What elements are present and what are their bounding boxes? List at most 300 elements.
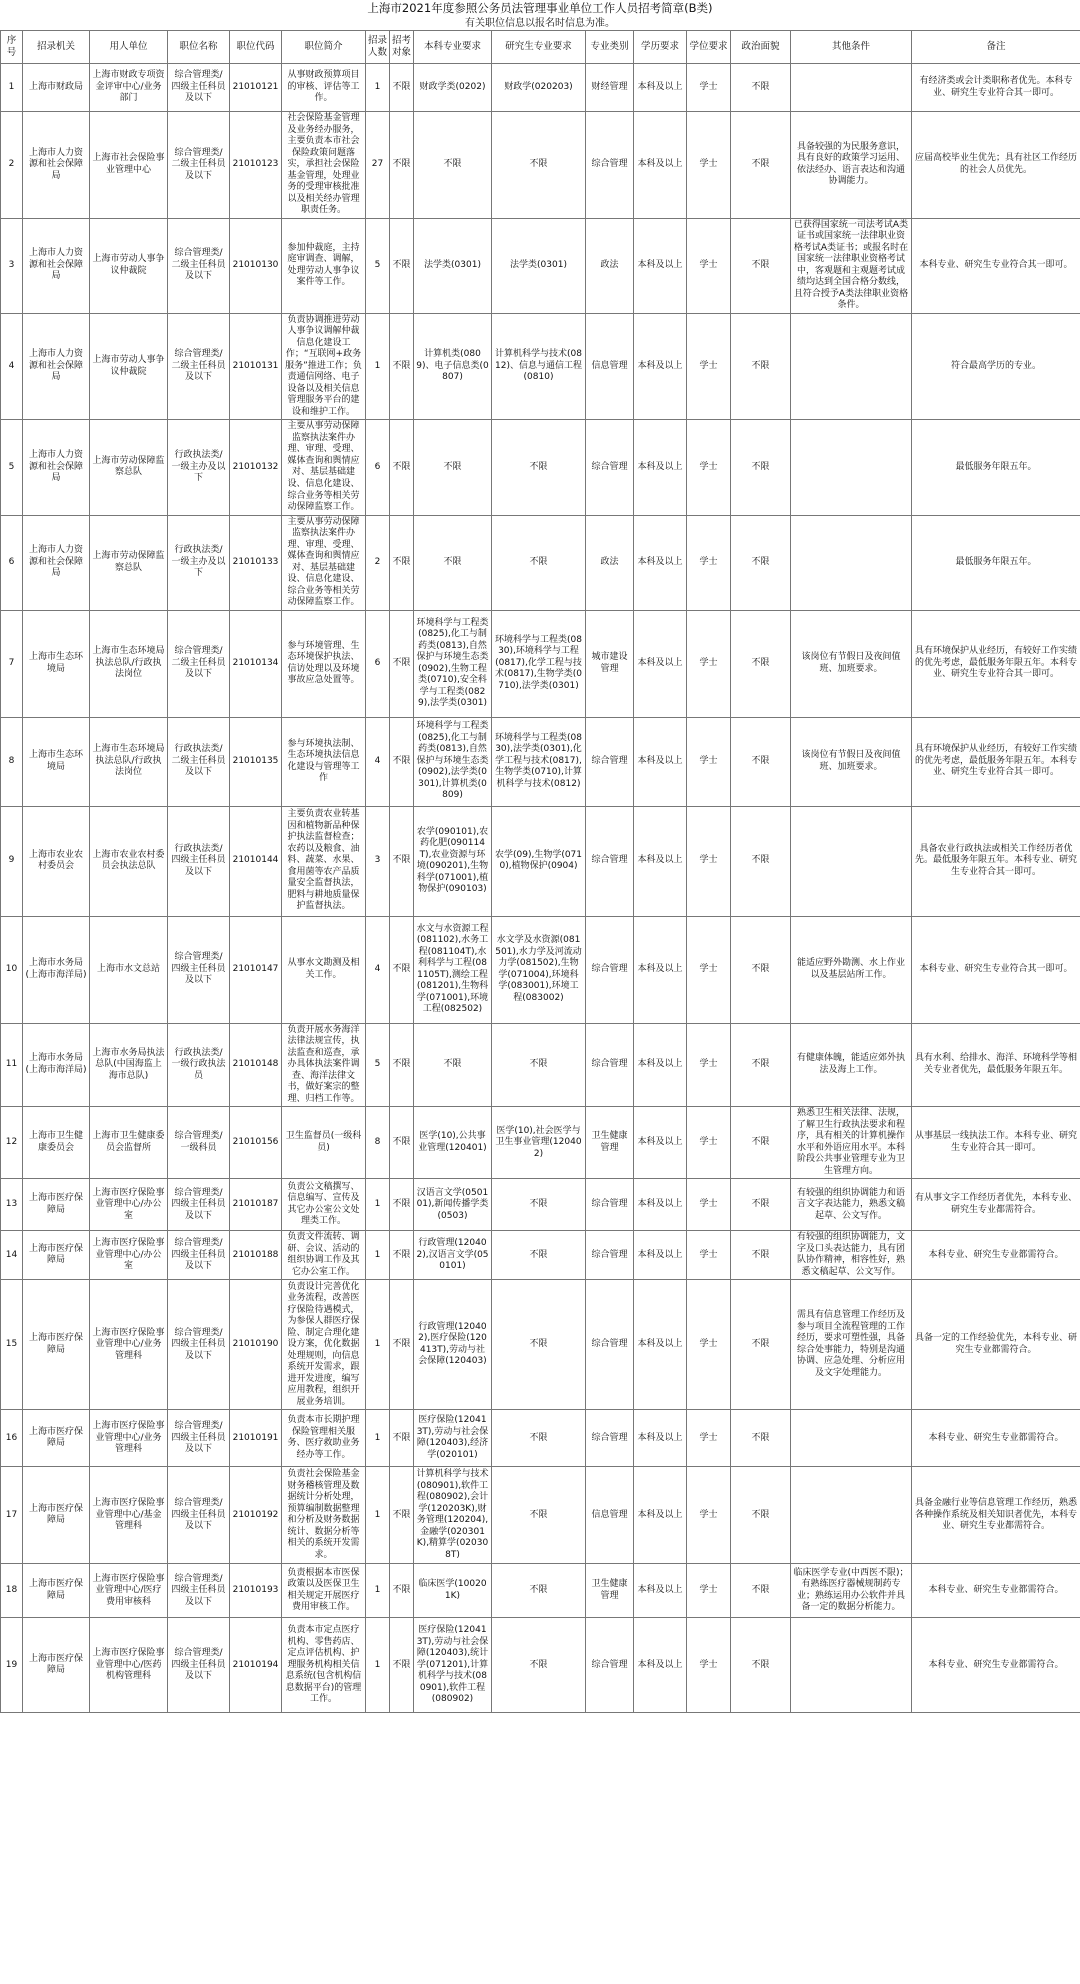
cell-employer: 上海市劳动人事争议仲裁院: [90, 218, 168, 313]
cell-position-code: 21010192: [230, 1467, 282, 1564]
cell-position-code: 21010130: [230, 218, 282, 313]
cell-position-code: 21010187: [230, 1179, 282, 1231]
cell-major-category: 财经管理: [586, 64, 634, 112]
cell-position-name: 行政执法类/二级主任科员及以下: [168, 717, 230, 806]
cell-undergrad-major: 医学(10),公共事业管理(120401): [414, 1107, 492, 1179]
cell-agency: 上海市医疗保障局: [23, 1231, 90, 1280]
cell-major-category: 信息管理: [586, 1467, 634, 1564]
cell-political-status: 不限: [731, 916, 791, 1023]
cell-other-conditions: [791, 1410, 912, 1467]
cell-remarks: 应届高校毕业生优先；具有社区工作经历的社会人员优先。: [912, 112, 1080, 219]
cell-headcount: 3: [366, 806, 390, 916]
cell-major-category: 综合管理: [586, 1023, 634, 1107]
cell-undergrad-major: 临床医学(100201K): [414, 1564, 492, 1618]
cell-agency: 上海市人力资源和社会保障局: [23, 420, 90, 515]
cell-remarks: 具备一定的工作经验优先，本科专业、研究生专业都需符合。: [912, 1280, 1080, 1410]
cell-headcount: 1: [366, 1280, 390, 1410]
cell-education: 本科及以上: [634, 806, 687, 916]
cell-employer: 上海市医疗保险事业管理中心/医疗费用审核科: [90, 1564, 168, 1618]
cell-employer: 上海市水文总站: [90, 916, 168, 1023]
cell-undergrad-major: 不限: [414, 112, 492, 219]
cell-undergrad-major: 财政学类(0202): [414, 64, 492, 112]
cell-agency: 上海市生态环境局: [23, 610, 90, 717]
cell-position-name: 综合管理类/四级主任科员及以下: [168, 1467, 230, 1564]
cell-education: 本科及以上: [634, 1280, 687, 1410]
cell-other-conditions: 该岗位有节假日及夜间值班、加班要求。: [791, 610, 912, 717]
cell-target: 不限: [390, 806, 414, 916]
cell-other-conditions: [791, 420, 912, 515]
cell-political-status: 不限: [731, 218, 791, 313]
cell-degree: 学士: [687, 1023, 731, 1107]
cell-remarks: 本科专业、研究生专业都需符合。: [912, 1410, 1080, 1467]
col-header-employer: 用人单位: [90, 31, 168, 64]
cell-undergrad-major: 农学(090101),农药化肥(090114T),农业资源与环境(090201),生物科学(071001),植物保护(090103): [414, 806, 492, 916]
cell-position-code: 21010133: [230, 515, 282, 610]
cell-grad-major: 环境科学与工程类(0830),法学类(0301),化学工程与技术(0817),生物学类(0710),计算机科学与技术(0812): [492, 717, 586, 806]
cell-remarks: 具备金融行业等信息管理工作经历，熟悉各种操作系统及相关知识者优先，本科专业、研究生专业都需符合。: [912, 1467, 1080, 1564]
cell-position-name: 综合管理类/四级主任科员及以下: [168, 1564, 230, 1618]
cell-position-code: 21010131: [230, 313, 282, 420]
cell-position-name: 综合管理类/二级主任科员及以下: [168, 218, 230, 313]
cell-index: 4: [1, 313, 23, 420]
cell-education: 本科及以上: [634, 1231, 687, 1280]
cell-remarks: 有从事文字工作经历者优先，本科专业、研究生专业都需符合。: [912, 1179, 1080, 1231]
cell-undergrad-major: 环境科学与工程类(0825),化工与制药类(0813),自然保护与环境生态类(0902),法学类(0301),计算机类(0809): [414, 717, 492, 806]
cell-degree: 学士: [687, 1231, 731, 1280]
cell-remarks: 最低服务年限五年。: [912, 515, 1080, 610]
table-row: [1, 313, 1080, 420]
cell-agency: 上海市生态环境局: [23, 717, 90, 806]
cell-position-desc: 负责根据本市医保政策以及医保卫生相关规定开展医疗费用审核工作。: [282, 1564, 366, 1618]
cell-degree: 学士: [687, 64, 731, 112]
cell-employer: 上海市医疗保险事业管理中心/业务管理科: [90, 1280, 168, 1410]
col-header-target: 招考对象: [390, 31, 414, 64]
cell-position-desc: 主要从事劳动保障监察执法案件办理、审理、受理、媒体查询和舆情应对、基层基础建设、信息化建设、综合业务等相关劳动保障监察工作。: [282, 420, 366, 515]
cell-position-desc: 负责文件流转、调研、会议、活动的组织协调工作及其它办公室工作。: [282, 1231, 366, 1280]
cell-headcount: 2: [366, 515, 390, 610]
cell-employer: 上海市医疗保险事业管理中心/办公室: [90, 1179, 168, 1231]
cell-education: 本科及以上: [634, 420, 687, 515]
cell-target: 不限: [390, 1231, 414, 1280]
cell-undergrad-major: 不限: [414, 1023, 492, 1107]
cell-major-category: 综合管理: [586, 1179, 634, 1231]
cell-grad-major: 不限: [492, 1410, 586, 1467]
col-header-education: 学历要求: [634, 31, 687, 64]
cell-grad-major: 不限: [492, 112, 586, 219]
cell-index: 19: [1, 1618, 23, 1713]
cell-headcount: 1: [366, 1410, 390, 1467]
cell-target: 不限: [390, 218, 414, 313]
cell-major-category: 综合管理: [586, 1280, 634, 1410]
cell-index: 14: [1, 1231, 23, 1280]
cell-grad-major: 不限: [492, 1467, 586, 1564]
cell-index: 12: [1, 1107, 23, 1179]
cell-target: 不限: [390, 1618, 414, 1713]
cell-major-category: 综合管理: [586, 1231, 634, 1280]
cell-position-desc: 负责社会保险基金财务稽核管理及数据统计分析处理，预算编制数据整理和分析及财务数据统计、数据分析等相关的系统开发需求。: [282, 1467, 366, 1564]
cell-remarks: 本科专业、研究生专业符合其一即可。: [912, 916, 1080, 1023]
cell-target: 不限: [390, 1410, 414, 1467]
cell-headcount: 6: [366, 420, 390, 515]
cell-position-desc: 参加仲裁庭，主持庭审调查、调解，处理劳动人事争议案件等工作。: [282, 218, 366, 313]
cell-index: 9: [1, 806, 23, 916]
cell-target: 不限: [390, 1179, 414, 1231]
cell-undergrad-major: 水文与水资源工程(081102),水务工程(081104T),水利科学与工程(081105T),测绘工程(081201),生物科学(071001),环境工程(082502): [414, 916, 492, 1023]
cell-target: 不限: [390, 313, 414, 420]
cell-other-conditions: 有较强的组织协调能力，文字及口头表达能力，具有团队协作精神，相容性好，熟悉文稿起草、公文写作。: [791, 1231, 912, 1280]
cell-other-conditions: [791, 1618, 912, 1713]
cell-agency: 上海市人力资源和社会保障局: [23, 313, 90, 420]
col-header-position-name: 职位名称: [168, 31, 230, 64]
cell-grad-major: 医学(10),社会医学与卫生事业管理(120402): [492, 1107, 586, 1179]
cell-political-status: 不限: [731, 420, 791, 515]
cell-position-desc: 参与环境管理、生态环境保护执法、信访处理以及环境事故应急处置等。: [282, 610, 366, 717]
cell-grad-major: 不限: [492, 515, 586, 610]
table-row: [1, 218, 1080, 313]
cell-agency: 上海市医疗保障局: [23, 1179, 90, 1231]
cell-target: 不限: [390, 1467, 414, 1564]
cell-position-code: 21010148: [230, 1023, 282, 1107]
cell-agency: 上海市人力资源和社会保障局: [23, 515, 90, 610]
cell-degree: 学士: [687, 1280, 731, 1410]
cell-headcount: 1: [366, 313, 390, 420]
cell-headcount: 27: [366, 112, 390, 219]
table-row: [1, 1231, 1080, 1280]
cell-education: 本科及以上: [634, 218, 687, 313]
cell-employer: 上海市劳动保障监察总队: [90, 515, 168, 610]
cell-position-desc: 负责协调推进劳动人事争议调解仲裁信息化建设工作；“互联网+政务服务”推进工作；负责通信网络、电子设备以及相关信息管理服务平台的建设和维护工作。: [282, 313, 366, 420]
cell-position-name: 综合管理类/二级主任科员及以下: [168, 112, 230, 219]
cell-political-status: 不限: [731, 717, 791, 806]
cell-headcount: 1: [366, 1618, 390, 1713]
cell-agency: 上海市医疗保障局: [23, 1410, 90, 1467]
cell-headcount: 1: [366, 1467, 390, 1564]
cell-grad-major: 环境科学与工程类(0830),环境科学与工程(0817),化学工程与技术(0817),生物学类(0710),法学类(0301): [492, 610, 586, 717]
cell-major-category: 卫生健康管理: [586, 1564, 634, 1618]
cell-position-code: 21010190: [230, 1280, 282, 1410]
cell-grad-major: 不限: [492, 1023, 586, 1107]
cell-headcount: 1: [366, 1564, 390, 1618]
cell-target: 不限: [390, 515, 414, 610]
cell-political-status: 不限: [731, 515, 791, 610]
cell-position-code: 21010144: [230, 806, 282, 916]
cell-major-category: 综合管理: [586, 717, 634, 806]
cell-target: 不限: [390, 1107, 414, 1179]
cell-undergrad-major: 行政管理(120402),医疗保险(120413T),劳动与社会保障(120403): [414, 1280, 492, 1410]
cell-index: 16: [1, 1410, 23, 1467]
cell-political-status: 不限: [731, 1564, 791, 1618]
cell-employer: 上海市生态环境局执法总队/行政执法岗位: [90, 610, 168, 717]
cell-index: 2: [1, 112, 23, 219]
cell-degree: 学士: [687, 1107, 731, 1179]
table-row: [1, 515, 1080, 610]
cell-agency: 上海市人力资源和社会保障局: [23, 218, 90, 313]
col-header-grad-major: 研究生专业要求: [492, 31, 586, 64]
cell-position-desc: 主要从事劳动保障监察执法案件办理、审理、受理、媒体查询和舆情应对、基层基础建设、信息化建设、综合业务等相关劳动保障监察工作。: [282, 515, 366, 610]
cell-grad-major: 不限: [492, 1179, 586, 1231]
table-header-row: [1, 31, 1080, 64]
cell-other-conditions: [791, 515, 912, 610]
cell-position-name: 综合管理类/一级科员: [168, 1107, 230, 1179]
cell-political-status: 不限: [731, 806, 791, 916]
cell-agency: 上海市医疗保障局: [23, 1467, 90, 1564]
cell-position-code: 21010188: [230, 1231, 282, 1280]
cell-undergrad-major: 法学类(0301): [414, 218, 492, 313]
cell-undergrad-major: 不限: [414, 515, 492, 610]
cell-undergrad-major: 医疗保险(120413T),劳动与社会保障(120403),经济学(020101): [414, 1410, 492, 1467]
cell-major-category: 综合管理: [586, 112, 634, 219]
cell-degree: 学士: [687, 1179, 731, 1231]
cell-education: 本科及以上: [634, 515, 687, 610]
table-row: [1, 916, 1080, 1023]
cell-education: 本科及以上: [634, 610, 687, 717]
cell-position-desc: 负责开展水务海洋法律法规宣传，执法监查和巡查，承办具体执法案件调查、海洋法律文书，做好案宗的整理、归档工作等。: [282, 1023, 366, 1107]
cell-employer: 上海市财政专项资金评审中心/业务部门: [90, 64, 168, 112]
cell-index: 10: [1, 916, 23, 1023]
cell-headcount: 5: [366, 218, 390, 313]
cell-headcount: 1: [366, 1231, 390, 1280]
cell-headcount: 4: [366, 717, 390, 806]
cell-position-desc: 社会保险基金管理及业务经办服务，主要负责本市社会保险政策问题落实，承担社会保险基金管理，处理业务的受理审核批准以及相关经办管理职责任务。: [282, 112, 366, 219]
cell-political-status: 不限: [731, 112, 791, 219]
cell-education: 本科及以上: [634, 916, 687, 1023]
cell-index: 7: [1, 610, 23, 717]
cell-degree: 学士: [687, 1564, 731, 1618]
table-row: [1, 1564, 1080, 1618]
cell-undergrad-major: 计算机类(0809)、电子信息类(0807): [414, 313, 492, 420]
cell-degree: 学士: [687, 420, 731, 515]
cell-remarks: 符合最高学历的专业。: [912, 313, 1080, 420]
cell-position-name: 综合管理类/四级主任科员及以下: [168, 1410, 230, 1467]
cell-agency: 上海市医疗保障局: [23, 1564, 90, 1618]
cell-position-name: 行政执法类/四级主任科员及以下: [168, 806, 230, 916]
cell-headcount: 5: [366, 1023, 390, 1107]
cell-remarks: 具有水利、给排水、海洋、环境科学等相关专业者优先，最低服务年限五年。: [912, 1023, 1080, 1107]
col-header-position-code: 职位代码: [230, 31, 282, 64]
cell-agency: 上海市农业农村委员会: [23, 806, 90, 916]
cell-degree: 学士: [687, 916, 731, 1023]
col-header-major-category: 专业类别: [586, 31, 634, 64]
cell-position-code: 21010121: [230, 64, 282, 112]
cell-position-name: 综合管理类/四级主任科员及以下: [168, 64, 230, 112]
cell-grad-major: 计算机科学与技术(0812)、信息与通信工程(0810): [492, 313, 586, 420]
recruitment-table: [0, 30, 1080, 1713]
cell-education: 本科及以上: [634, 1107, 687, 1179]
cell-remarks: 最低服务年限五年。: [912, 420, 1080, 515]
cell-education: 本科及以上: [634, 717, 687, 806]
table-body: [1, 64, 1080, 1713]
cell-index: 18: [1, 1564, 23, 1618]
cell-political-status: 不限: [731, 1231, 791, 1280]
cell-position-code: 21010156: [230, 1107, 282, 1179]
table-row: [1, 64, 1080, 112]
cell-education: 本科及以上: [634, 1179, 687, 1231]
cell-political-status: 不限: [731, 1023, 791, 1107]
cell-index: 5: [1, 420, 23, 515]
cell-grad-major: 不限: [492, 1280, 586, 1410]
cell-position-name: 综合管理类/四级主任科员及以下: [168, 1618, 230, 1713]
cell-employer: 上海市水务局执法总队(中国海监上海市总队): [90, 1023, 168, 1107]
cell-position-desc: 负责公文稿撰写、信息编写、宣传及其它办公室公文处理类工作。: [282, 1179, 366, 1231]
cell-headcount: 1: [366, 1179, 390, 1231]
cell-position-code: 21010147: [230, 916, 282, 1023]
cell-remarks: 本科专业、研究生专业符合其一即可。: [912, 218, 1080, 313]
cell-position-code: 21010132: [230, 420, 282, 515]
cell-position-desc: 从事财政预算项目的审核、评估等工作。: [282, 64, 366, 112]
cell-employer: 上海市卫生健康委员会监督所: [90, 1107, 168, 1179]
cell-political-status: 不限: [731, 1618, 791, 1713]
cell-grad-major: 农学(09),生物学(0710),植物保护(0904): [492, 806, 586, 916]
cell-position-name: 行政执法类/一级主办及以下: [168, 515, 230, 610]
cell-index: 15: [1, 1280, 23, 1410]
cell-education: 本科及以上: [634, 1023, 687, 1107]
cell-employer: 上海市劳动保障监察总队: [90, 420, 168, 515]
cell-employer: 上海市农业农村委员会执法总队: [90, 806, 168, 916]
cell-remarks: 有经济类或会计类职称者优先。本科专业、研究生专业符合其一即可。: [912, 64, 1080, 112]
cell-degree: 学士: [687, 1410, 731, 1467]
table-row: [1, 1280, 1080, 1410]
cell-index: 6: [1, 515, 23, 610]
cell-target: 不限: [390, 610, 414, 717]
cell-grad-major: 水文学及水资源(081501),水力学及河流动力学(081502),生物学(071004),环境科学(083001),环境工程(083002): [492, 916, 586, 1023]
cell-remarks: 从事基层一线执法工作。本科专业、研究生专业符合其一即可。: [912, 1107, 1080, 1179]
col-header-other-conditions: 其他条件: [791, 31, 912, 64]
cell-employer: 上海市医疗保险事业管理中心/办公室: [90, 1231, 168, 1280]
cell-agency: 上海市人力资源和社会保障局: [23, 112, 90, 219]
cell-other-conditions: 已获得国家统一司法考试A类证书或国家统一法律职业资格考试A类证书；或报名时在国家统一法律职业资格考试中，客观题和主观题考试成绩均达到全国合格分数线，且符合授予A类法律职业资格条件。: [791, 218, 912, 313]
table-row: [1, 1467, 1080, 1564]
cell-position-name: 行政执法类/一级主办及以下: [168, 420, 230, 515]
cell-agency: 上海市水务局(上海市海洋局): [23, 1023, 90, 1107]
cell-employer: 上海市生态环境局执法总队/行政执法岗位: [90, 717, 168, 806]
cell-employer: 上海市社会保险事业管理中心: [90, 112, 168, 219]
cell-target: 不限: [390, 1564, 414, 1618]
cell-major-category: 政法: [586, 515, 634, 610]
cell-degree: 学士: [687, 112, 731, 219]
cell-position-code: 21010135: [230, 717, 282, 806]
cell-education: 本科及以上: [634, 112, 687, 219]
table-row: [1, 112, 1080, 219]
cell-employer: 上海市医疗保险事业管理中心/医药机构管理科: [90, 1618, 168, 1713]
cell-education: 本科及以上: [634, 1618, 687, 1713]
cell-position-code: 21010191: [230, 1410, 282, 1467]
cell-position-name: 综合管理类/四级主任科员及以下: [168, 1179, 230, 1231]
table-row: [1, 1179, 1080, 1231]
cell-position-code: 21010194: [230, 1618, 282, 1713]
cell-remarks: 本科专业、研究生专业都需符合。: [912, 1231, 1080, 1280]
cell-education: 本科及以上: [634, 1564, 687, 1618]
cell-degree: 学士: [687, 515, 731, 610]
table-row: [1, 1410, 1080, 1467]
table-row: [1, 420, 1080, 515]
cell-remarks: 本科专业、研究生专业都需符合。: [912, 1618, 1080, 1713]
cell-other-conditions: [791, 806, 912, 916]
cell-education: 本科及以上: [634, 313, 687, 420]
cell-position-desc: 负责本市长期护理保险管理相关服务、医疗救助业务经办等工作。: [282, 1410, 366, 1467]
cell-political-status: 不限: [731, 1410, 791, 1467]
cell-target: 不限: [390, 64, 414, 112]
cell-position-desc: 参与环境执法制、生态环境执法信息化建设与管理等工作: [282, 717, 366, 806]
cell-undergrad-major: 医疗保险(120413T),劳动与社会保障(120403),统计学(071201),计算机科学与技术(080901),软件工程(080902): [414, 1618, 492, 1713]
cell-political-status: 不限: [731, 1467, 791, 1564]
col-header-undergrad-major: 本科专业要求: [414, 31, 492, 64]
cell-position-desc: 负责设计完善优化业务流程，改善医疗保险待遇模式，为参保人群医疗保险、制定合理化建设方案，优化数据处理规则，向信息系统开发需求，跟进开发进度，编写应用教程，组织开展业务培训。: [282, 1280, 366, 1410]
cell-education: 本科及以上: [634, 64, 687, 112]
cell-other-conditions: 有健康体魄，能适应郊外执法及海上工作。: [791, 1023, 912, 1107]
cell-major-category: 综合管理: [586, 806, 634, 916]
cell-grad-major: 不限: [492, 1564, 586, 1618]
cell-position-desc: 从事水文勘测及相关工作。: [282, 916, 366, 1023]
cell-undergrad-major: 环境科学与工程类(0825),化工与制药类(0813),自然保护与环境生态类(0902),生物工程类(0710),安全科学与工程类(0829),法学类(0301): [414, 610, 492, 717]
cell-position-name: 行政执法类/一级行政执法员: [168, 1023, 230, 1107]
table-row: [1, 1023, 1080, 1107]
cell-index: 13: [1, 1179, 23, 1231]
cell-grad-major: 不限: [492, 1618, 586, 1713]
cell-undergrad-major: 行政管理(120402),汉语言文学(050101): [414, 1231, 492, 1280]
cell-employer: 上海市医疗保险事业管理中心/业务管理科: [90, 1410, 168, 1467]
cell-degree: 学士: [687, 218, 731, 313]
cell-position-code: 21010123: [230, 112, 282, 219]
cell-target: 不限: [390, 1280, 414, 1410]
table-row: [1, 717, 1080, 806]
cell-other-conditions: 临床医学专业(中西医不限)；有熟练医疗器械规制药专业；熟练运用办公软件并具备一定的数据分析能力。: [791, 1564, 912, 1618]
col-header-headcount: 招录人数: [366, 31, 390, 64]
cell-major-category: 综合管理: [586, 1618, 634, 1713]
cell-headcount: 4: [366, 916, 390, 1023]
cell-degree: 学士: [687, 1467, 731, 1564]
cell-major-category: 卫生健康管理: [586, 1107, 634, 1179]
cell-major-category: 政法: [586, 218, 634, 313]
cell-remarks: 本科专业、研究生专业都需符合。: [912, 1564, 1080, 1618]
cell-agency: 上海市卫生健康委员会: [23, 1107, 90, 1179]
cell-other-conditions: 该岗位有节假日及夜间值班、加班要求。: [791, 717, 912, 806]
cell-position-name: 综合管理类/二级主任科员及以下: [168, 313, 230, 420]
cell-position-code: 21010134: [230, 610, 282, 717]
cell-remarks: 具有环境保护从业经历，有较好工作实绩的优先考虑，最低服务年限五年。本科专业、研究生专业符合其一即可。: [912, 717, 1080, 806]
cell-employer: 上海市劳动人事争议仲裁院: [90, 313, 168, 420]
cell-other-conditions: 熟悉卫生相关法律、法规，了解卫生行政执法要求和程序，具有相关的计算机操作水平和外语应用水平。本科阶段公共事业管理专业为卫生管理方向。: [791, 1107, 912, 1179]
cell-undergrad-major: 不限: [414, 420, 492, 515]
cell-other-conditions: [791, 1467, 912, 1564]
cell-degree: 学士: [687, 806, 731, 916]
cell-position-desc: 主要负责农业转基因和植物新品种保护执法监督检查；农药以及粮食、油料、蔬菜、水果、食用菌等农产品质量安全监督执法，肥料与耕地质量保护监督执法。: [282, 806, 366, 916]
document-subtitle: 有关职位信息以报名时信息为准。: [465, 18, 615, 29]
cell-employer: 上海市医疗保险事业管理中心/基金管理科: [90, 1467, 168, 1564]
cell-remarks: 具备农业行政执法或相关工作经历者优先。最低服务年限五年。本科专业、研究生专业符合其一即可。: [912, 806, 1080, 916]
table-row: [1, 1618, 1080, 1713]
cell-grad-major: 不限: [492, 1231, 586, 1280]
col-header-political-status: 政治面貌: [731, 31, 791, 64]
cell-grad-major: 法学类(0301): [492, 218, 586, 313]
cell-major-category: 城市建设管理: [586, 610, 634, 717]
cell-index: 11: [1, 1023, 23, 1107]
cell-major-category: 综合管理: [586, 420, 634, 515]
table-row: [1, 610, 1080, 717]
cell-undergrad-major: 汉语言文学(050101),新闻传播学类(0503): [414, 1179, 492, 1231]
cell-target: 不限: [390, 1023, 414, 1107]
cell-other-conditions: 能适应野外勘测、水上作业以及基层站所工作。: [791, 916, 912, 1023]
cell-position-code: 21010193: [230, 1564, 282, 1618]
cell-political-status: 不限: [731, 1280, 791, 1410]
cell-headcount: 1: [366, 64, 390, 112]
table-row: [1, 806, 1080, 916]
document-title: 上海市2021年度参照公务员法管理事业单位工作人员招考简章(B类): [367, 1, 713, 15]
cell-education: 本科及以上: [634, 1410, 687, 1467]
cell-agency: 上海市财政局: [23, 64, 90, 112]
cell-agency: 上海市医疗保障局: [23, 1618, 90, 1713]
cell-political-status: 不限: [731, 610, 791, 717]
cell-other-conditions: 具备较强的为民服务意识，具有良好的政策学习运用、依法经办、语言表达和沟通协调能力。: [791, 112, 912, 219]
